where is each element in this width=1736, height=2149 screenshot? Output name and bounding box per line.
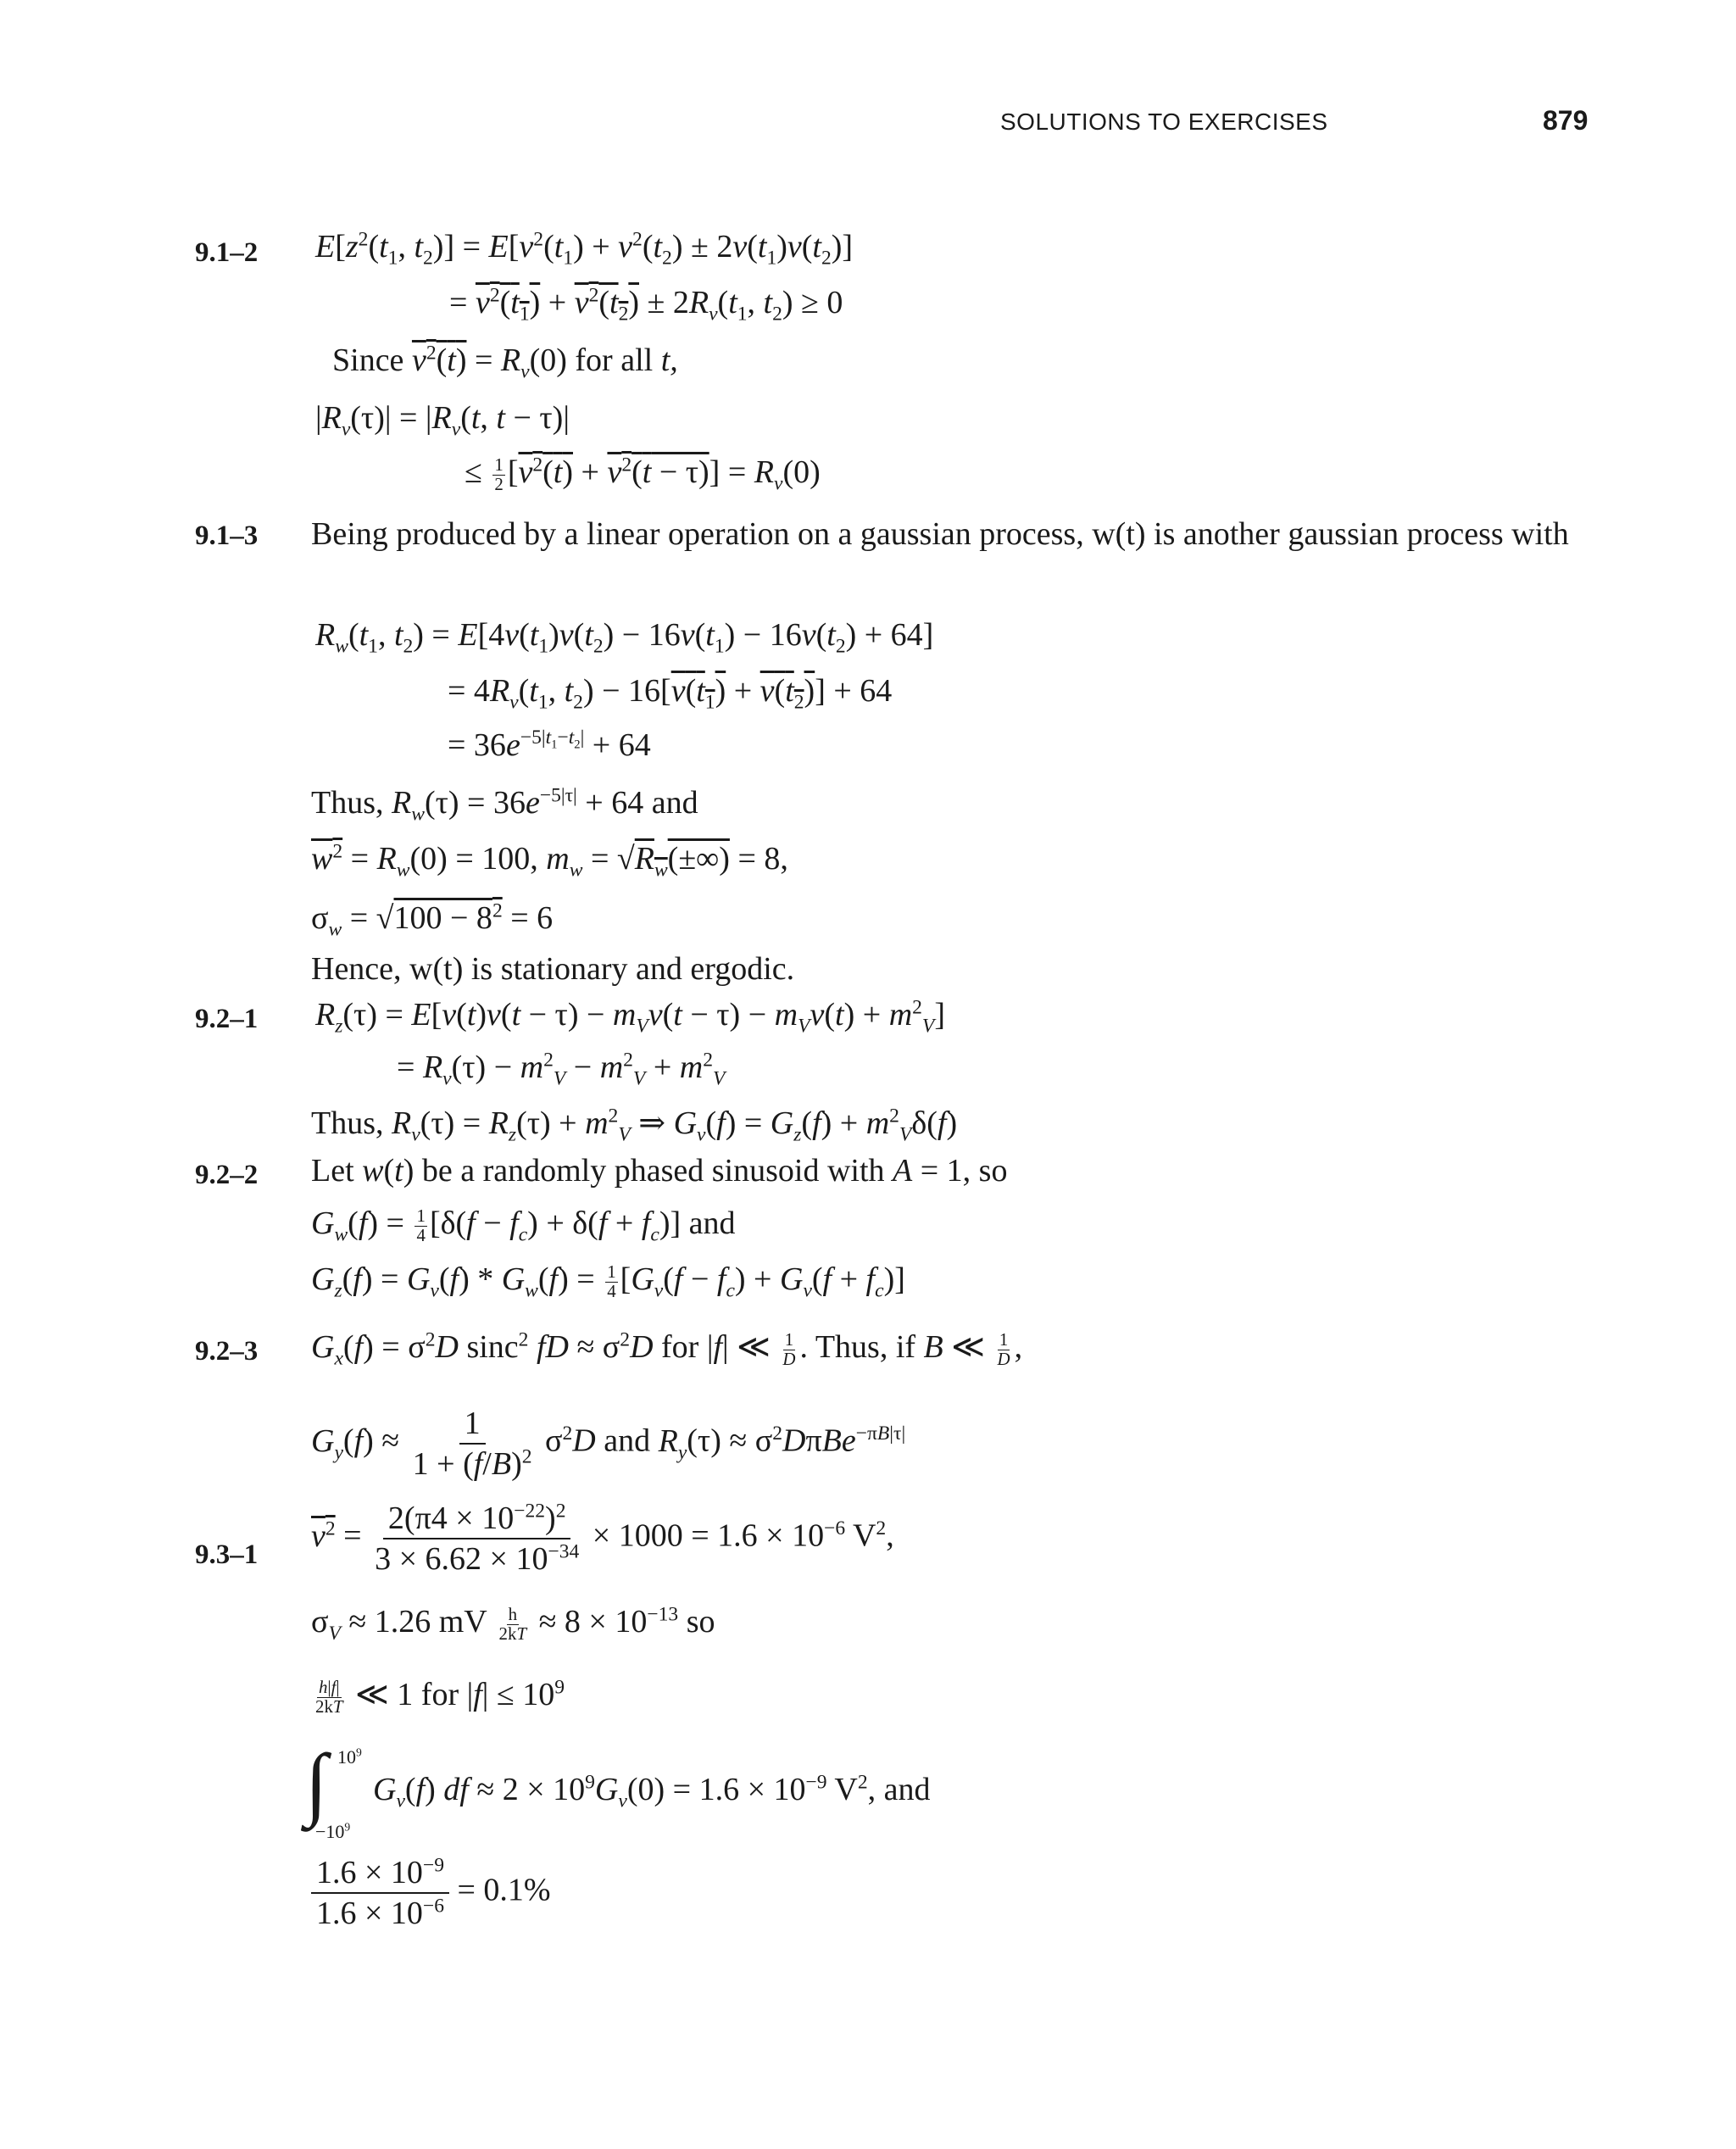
equation-line: $|R_v(\tau)| = |R_v(t$, t − τ)|	[315, 400, 570, 441]
for-text: for	[661, 1329, 699, 1366]
thus-text: Thus,	[311, 1105, 384, 1141]
and-text: and	[883, 1772, 931, 1807]
thus-if-text: Thus, if	[815, 1329, 916, 1366]
percent-result: = 0.1%	[457, 1872, 551, 1908]
problem-number: 9.2–1	[195, 1004, 259, 1034]
text-line: Hence, w(t) is stationary and ergodic.	[311, 951, 795, 987]
equation-line: = $v^2(t_1) + v^2(t_2) \pm 2R_v(t_1$, $t_2) \ge 0$	[449, 284, 843, 326]
lower-limit: $-10^9$	[315, 1820, 351, 1842]
text-line: Thus, $R_v(\tau) = R_z(\tau) + m^2_V$ ⇒ $G_v(f) = G_z(f) + m^2_V\delta(f)$	[311, 1105, 958, 1146]
equation-line: $\sigma_w = √100 - 8^2 = 6$	[311, 899, 554, 941]
problem-number: 9.2–2	[195, 1160, 259, 1190]
equation-line: $\sigma_V \approx 1.26$ mV $\frac{h}{2kT}$ ≈ $8 \times 10^{-13}$ so	[311, 1603, 715, 1645]
equation-line: = $R_v(\tau) - m^2_V - m^2_V + m^2_V$	[397, 1049, 726, 1090]
equation-line: $G_w(f)$ = $\frac{1}{4}$ $[\delta(f - f_c) + \delta(f + f_c)]$ and	[311, 1205, 736, 1246]
equation-line: $\frac{h|f|}{2kT}$ ≪ 1 for $|f| \le 10^9$	[315, 1676, 565, 1717]
equation-line: $G_x(f) = \sigma^2D$ sinc$^2$ fD ≈ $\sigma^2D$ for |f| ≪ $\frac{1}{D}$ . Thus, if B ≪ $\frac{1}{D}$ ,	[311, 1328, 1023, 1370]
integral-sign: ∫	[305, 1737, 328, 1828]
equation-line: = $36e^{-5|t_1-t_2|} + 64$	[448, 727, 651, 763]
problem-number: 9.2–3	[195, 1336, 259, 1367]
equation-line: $E[z^2(t_1$, $t_2)] = E[v^2(t_1) + v^2(t_2) \pm 2v(t_1)v(t_2)]$	[315, 228, 854, 270]
equation-line: $G_z(f) = G_v(f) * G_w(f)$ = $\frac{1}{4}$ $[G_v(f - f_c) + G_v(f + f_c)]$	[311, 1261, 905, 1302]
since-text: Since	[332, 342, 404, 378]
so-text: so	[686, 1604, 715, 1640]
upper-limit: $10^9$	[337, 1745, 362, 1768]
equation-line: = $4R_v(t_1$, $t_2) - 16[v(t_1) + v(t_2)] + 64$	[448, 673, 893, 714]
text-line: Since $v^2(t) = R_v(0)$ for all t,	[332, 342, 678, 383]
and-text: and	[604, 1422, 651, 1459]
running-header: SOLUTIONS TO EXERCISES	[1000, 109, 1328, 135]
equation-line: $\frac{1.6 \times 10^{-9}}{1.6 \times 10^{-6}}$ = 0.1%	[311, 1857, 551, 1929]
paragraph: Being produced by a linear operation on a gaussian process, w(t) is another gaussian process with	[311, 516, 1569, 552]
equation-line: $R_z(\tau) = E[v(t)v(t - \tau) - m_Vv(t - \tau) - m_Vv(t) + m^2_V]$	[315, 996, 945, 1038]
sinusoid-text: be a randomly phased sinusoid with	[421, 1153, 885, 1189]
and-text: and	[688, 1205, 736, 1242]
for-text: for	[420, 1677, 459, 1713]
for-all-text: for all	[575, 342, 654, 378]
and-text: and	[651, 785, 698, 821]
equation-line: $G_v(f)$ df ≈ $2 \times 10^9G_v(0) = 1.6 \times 10^{-9}$ $V^2$, and	[373, 1771, 931, 1812]
thus-text: Thus,	[311, 785, 384, 821]
so-text: so	[978, 1153, 1008, 1189]
equation-line: $v^2$ = $\frac{2(\pi 4 \times 10^{-22})^2}{3 \times 6.62 \times 10^{-34}}$ × $1000 = 1.6 \times 10^{-6}$ $V^2$,	[311, 1500, 894, 1577]
problem-number: 9.1–2	[195, 237, 259, 268]
equation-line: $w^2 = R_w(0) = 100$, $m_w = √R_w(\pm\infty) = 8$,	[311, 840, 788, 882]
page-number: 879	[1543, 105, 1589, 136]
problem-number: 9.3–1	[195, 1539, 259, 1570]
let-text: Let	[311, 1153, 354, 1189]
problem-number: 9.1–3	[195, 521, 259, 551]
equation-line: $G_y(f)$ ≈ $\frac{1}{1 + (f/B)^2}$ $\sigma^2D$ and $R_y(\tau) \approx \sigma^2D\pi Be^{-\pi B|\tau|}$	[311, 1406, 906, 1482]
equation-line: ≤ $\frac{1}{2}$ $[v^2(t) + v^2(t - \tau)] = R_v(0)$	[465, 454, 821, 495]
equation-line: $R_w(t_1$, $t_2) = E[4v(t_1)v(t_2) - 16v(t_1) - 16v(t_2) + 64]$	[315, 617, 934, 658]
text-line: Thus, $R_w(\tau) = 36e^{-5|\tau|} + 64$ and	[311, 784, 698, 826]
text-line: Let w(t) be a randomly phased sinusoid with A = 1, so	[311, 1153, 1008, 1189]
